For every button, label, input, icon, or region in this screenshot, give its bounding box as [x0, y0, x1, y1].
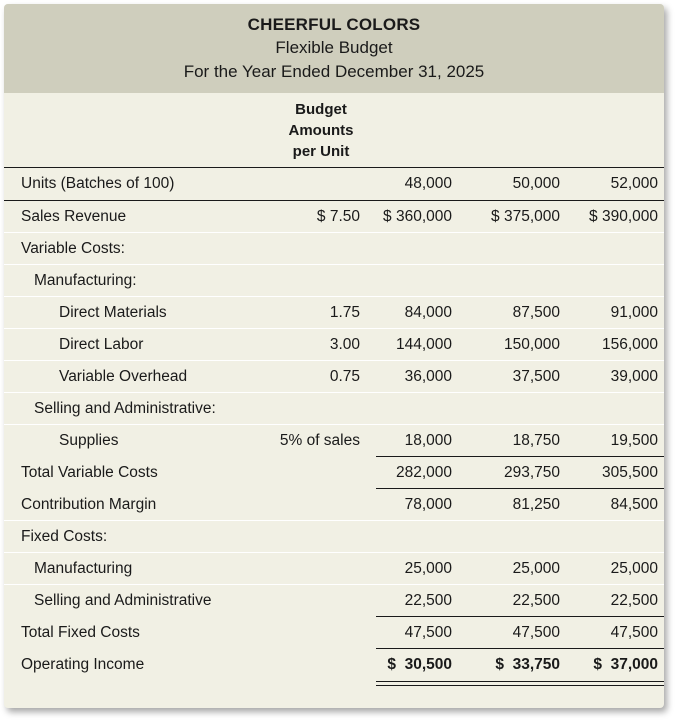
- value-48000: 25,000: [404, 560, 452, 577]
- value-50000: 25,000: [512, 560, 560, 577]
- row-selling-admin-heading: [4, 393, 664, 425]
- value-52000: 305,500: [601, 464, 658, 481]
- value-52000: 22,500: [610, 592, 658, 609]
- row-label: Fixed Costs:: [21, 528, 108, 545]
- value-50000: 293,750: [503, 464, 560, 481]
- row-operating-income: [4, 649, 664, 681]
- value-50000: 50,000: [512, 175, 560, 192]
- value-50000: 37,500: [512, 368, 560, 385]
- row-label: Units (Batches of 100): [21, 175, 175, 192]
- value-50000: $ 33,750: [495, 656, 560, 673]
- value-50000: 18,750: [512, 432, 560, 449]
- row-total-fixed-costs: [4, 617, 664, 649]
- value-52000: $ 390,000: [589, 208, 658, 225]
- company-name: CHEERFUL COLORS: [247, 15, 421, 34]
- value-52000: 91,000: [610, 304, 658, 321]
- row-label: Total Fixed Costs: [21, 624, 140, 641]
- value-48000: 18,000: [404, 432, 452, 449]
- row-label: Operating Income: [21, 656, 145, 673]
- value-48000: 48,000: [404, 175, 452, 192]
- row-label: Variable Overhead: [59, 368, 188, 385]
- row-fixed-selling-admin: [4, 585, 664, 617]
- value-50000: $ 375,000: [491, 208, 560, 225]
- value-50000: 47,500: [512, 624, 560, 641]
- value-48000: 78,000: [404, 496, 452, 513]
- value-52000: 39,000: [610, 368, 658, 385]
- row-contribution-margin: [4, 489, 664, 521]
- row-fixed-manufacturing: [4, 553, 664, 585]
- report-name: Flexible Budget: [275, 38, 393, 57]
- value-50000: 87,500: [512, 304, 560, 321]
- row-label: Direct Materials: [59, 304, 167, 321]
- report-period: For the Year Ended December 31, 2025: [183, 62, 485, 81]
- value-48000: $ 360,000: [383, 208, 452, 225]
- flexible-budget-table: [4, 4, 664, 708]
- per-unit-value: 0.75: [329, 368, 360, 385]
- row-label: Selling and Administrative:: [34, 400, 216, 417]
- value-52000: 19,500: [610, 432, 658, 449]
- value-52000: 156,000: [601, 336, 658, 353]
- column-header-line1: Budget: [295, 101, 347, 118]
- row-label: Supplies: [59, 432, 119, 449]
- row-label: Selling and Administrative: [34, 592, 212, 609]
- value-48000: 84,000: [404, 304, 452, 321]
- row-label: Total Variable Costs: [21, 464, 158, 481]
- column-header-line3: per Unit: [292, 143, 350, 160]
- value-48000: $ 30,500: [387, 656, 452, 673]
- value-48000: 36,000: [404, 368, 452, 385]
- row-label: Manufacturing:: [34, 272, 137, 289]
- value-48000: 282,000: [395, 464, 452, 481]
- per-unit-column-header: [266, 99, 376, 162]
- value-52000: 84,500: [610, 496, 658, 513]
- per-unit-value: 3.00: [329, 336, 360, 353]
- row-label: Contribution Margin: [21, 496, 157, 513]
- double-rule-bottom: [376, 685, 664, 686]
- value-50000: 150,000: [503, 336, 560, 353]
- row-label: Manufacturing: [34, 560, 133, 577]
- value-48000: 47,500: [404, 624, 452, 641]
- value-52000: $ 37,000: [593, 656, 658, 673]
- row-total-variable-costs: [4, 457, 664, 489]
- value-48000: 144,000: [395, 336, 452, 353]
- row-fixed-costs: [4, 521, 664, 553]
- per-unit-value: $ 7.50: [316, 208, 360, 225]
- column-header-line2: Amounts: [288, 122, 354, 139]
- row-sales-revenue: [4, 201, 664, 233]
- value-50000: 22,500: [512, 592, 560, 609]
- value-50000: 81,250: [512, 496, 560, 513]
- value-52000: 52,000: [610, 175, 658, 192]
- row-label: Direct Labor: [59, 336, 144, 353]
- row-units: [4, 168, 664, 200]
- row-label: Sales Revenue: [21, 208, 127, 225]
- title-band: [4, 4, 664, 93]
- per-unit-value: 1.75: [329, 304, 360, 321]
- row-supplies: [4, 425, 664, 457]
- double-rule-top: [376, 681, 664, 682]
- row-variable-overhead: [4, 361, 664, 393]
- row-variable-costs: [4, 233, 664, 265]
- row-direct-materials: [4, 297, 664, 329]
- row-direct-labor: [4, 329, 664, 361]
- row-manufacturing-heading: [4, 265, 664, 297]
- value-52000: 25,000: [610, 560, 658, 577]
- value-48000: 22,500: [404, 592, 452, 609]
- per-unit-value: 5% of sales: [279, 432, 360, 449]
- value-52000: 47,500: [610, 624, 658, 641]
- row-label: Variable Costs:: [21, 240, 125, 257]
